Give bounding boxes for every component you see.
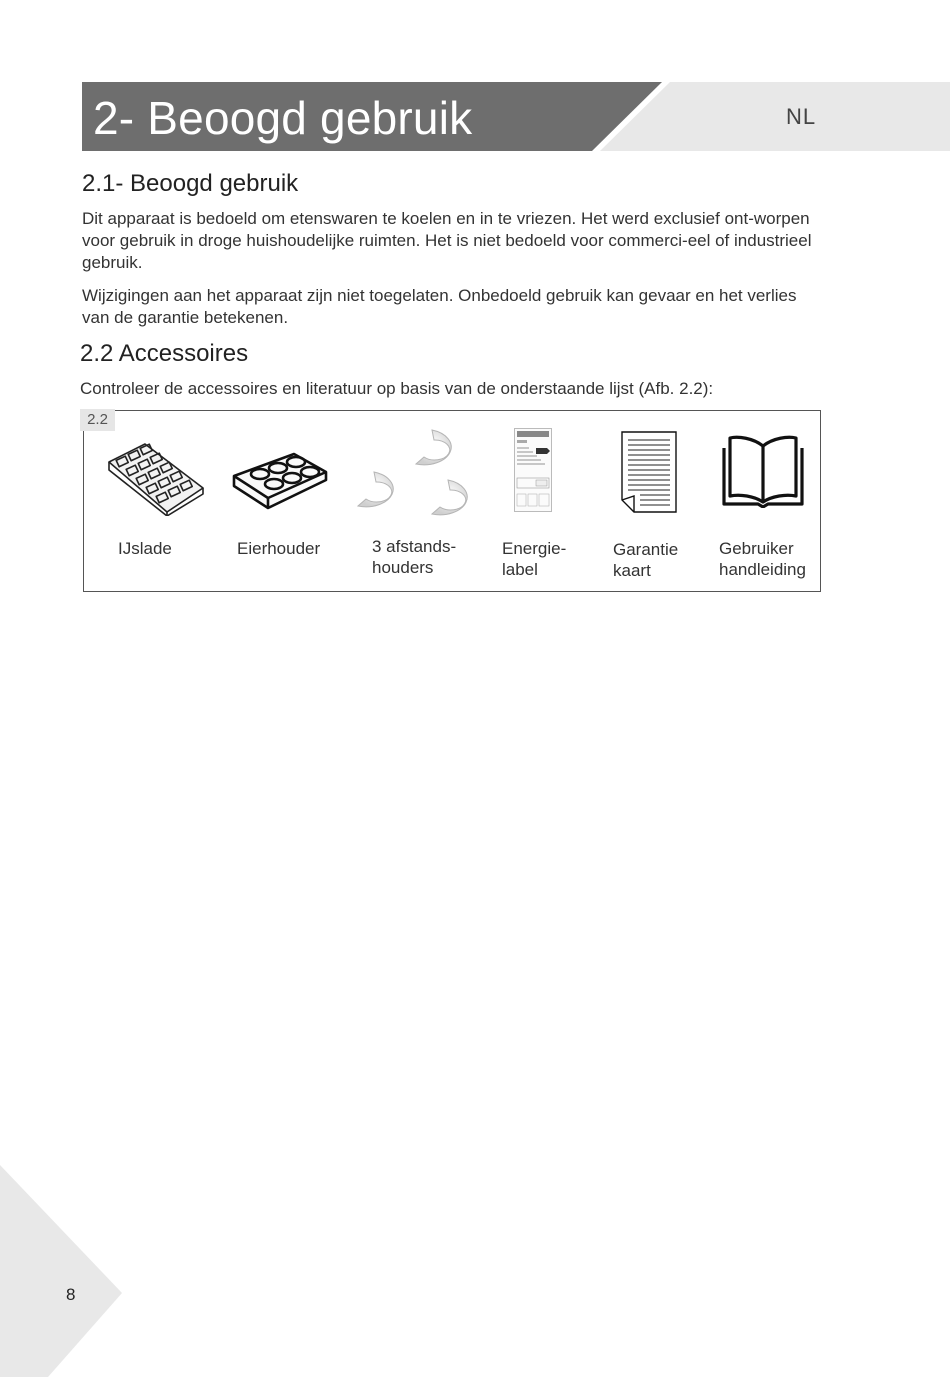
chapter-title: 2- Beoogd gebruik [93,92,473,144]
accessory-label-egg-holder: Eierhouder [237,539,321,558]
energy-label-icon [514,428,552,512]
spacers-icon [344,424,494,522]
section-heading-intended-use: 2.1- Beoogd gebruik [82,170,299,197]
egg-holder-icon [230,450,330,512]
section-heading-accessories: 2.2 Accessoires [80,340,249,367]
paragraph-intended-use: Dit apparaat is bedoeld om etenswaren te koelen en in te vriezen. Het werd exclusief ont-worpen voor gebruik in droge huishoudelijke ruimten. Het is niet bedoeld voor commerci-eel of industrieel gebruik. [82,209,812,272]
manual-book-icon [720,432,806,508]
accessory-label-user-manual: Gebruiker handleiding [719,539,806,579]
paragraph-modifications: Wijzigingen aan het apparaat zijn niet toegelaten. Onbedoeld gebruik kan gevaar en het verlies van de garantie betekenen. [82,286,797,327]
accessory-label-warranty-card: Garantie kaart [613,540,679,580]
language-tab [600,82,950,151]
accessory-label-ice-tray: IJslade [118,539,172,558]
ice-tray-icon [105,440,207,516]
paragraph-accessories-intro: Controleer de accessoires en literatuur op basis van de onderstaande lijst (Afb. 2.2): [80,379,714,398]
accessory-label-spacers: 3 afstands- houders [372,537,457,577]
page-number: 8 [66,1285,76,1304]
warranty-card-icon [618,430,680,514]
accessory-label-energy-label: Energie- label [502,539,567,579]
figure-label: 2.2 [80,409,115,431]
language-label: NL [786,104,817,129]
footer-corner-shape [0,1165,125,1377]
